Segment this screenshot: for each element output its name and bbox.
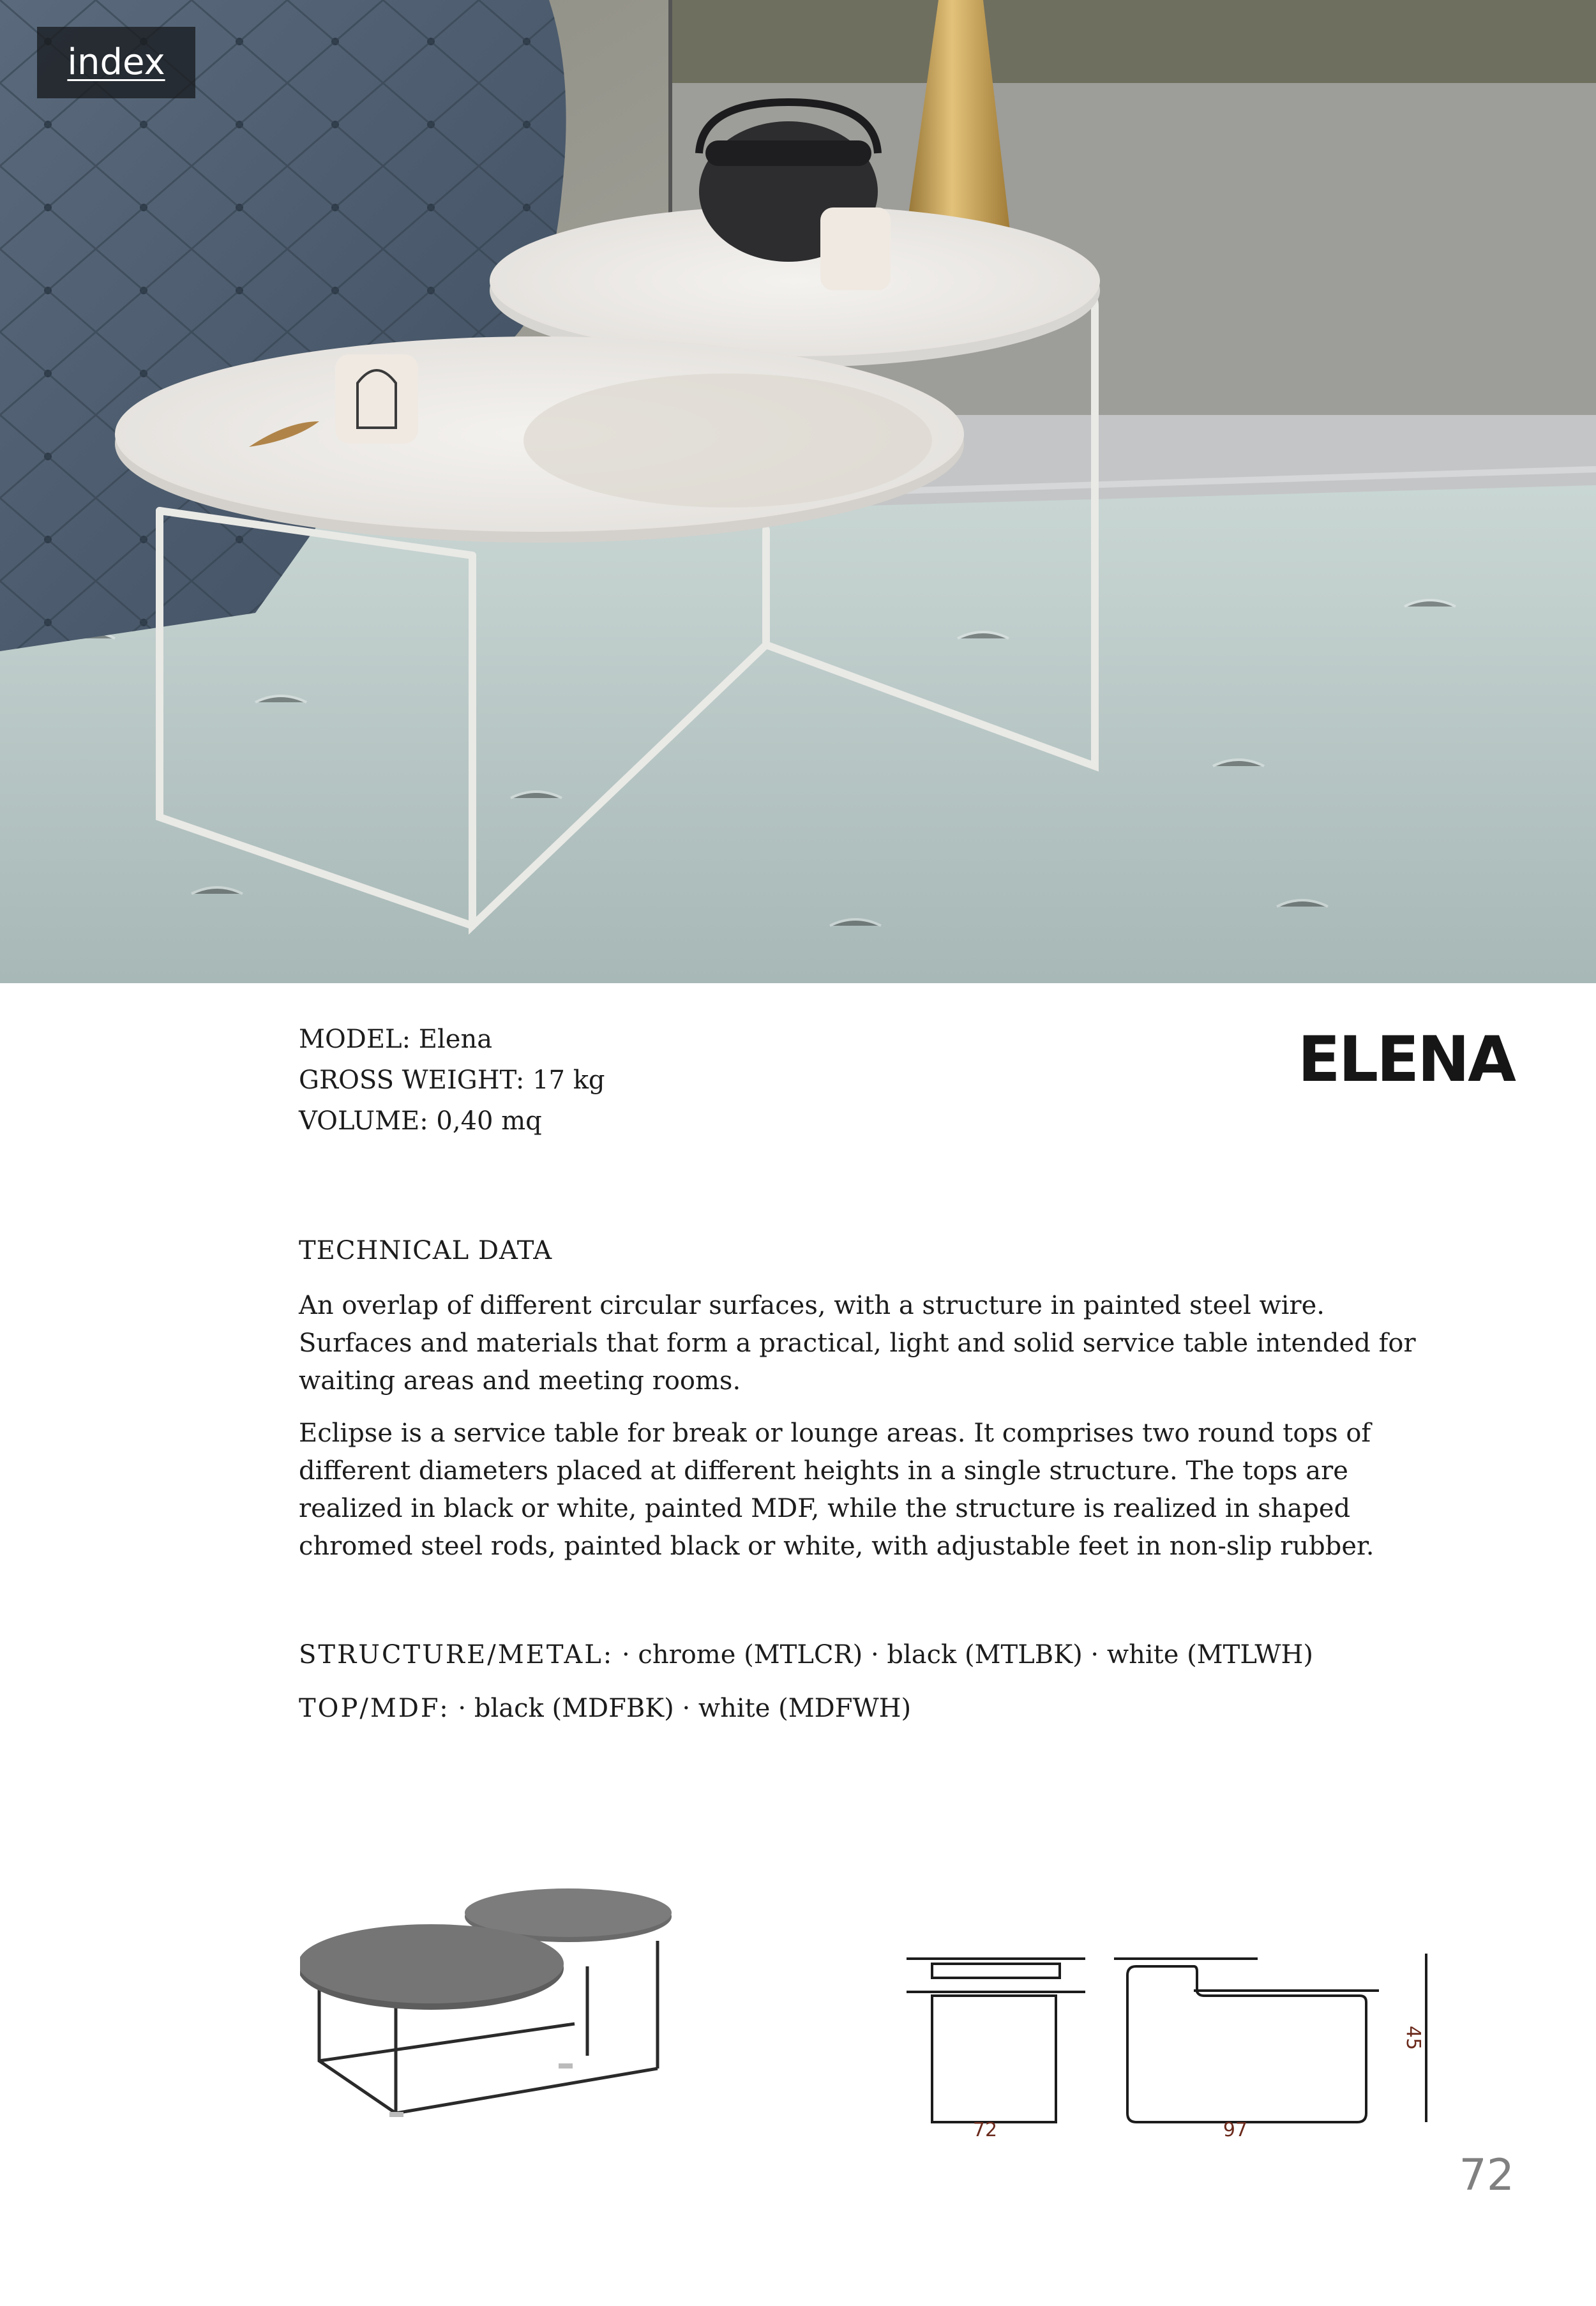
hero-photo	[0, 0, 1596, 983]
index-link[interactable]: index	[37, 27, 195, 98]
width-dimension: 72	[972, 2119, 998, 2141]
volume-spec: VOLUME: 0,40 mq	[299, 1106, 542, 1136]
model-spec: MODEL: Elena	[299, 1025, 493, 1054]
structure-values: · chrome (MTLCR) · black (MTLBK) · white (MTLWH)	[622, 1640, 1314, 1669]
gross-weight-spec: GROSS WEIGHT: 17 kg	[299, 1066, 605, 1095]
top-finish-row	[299, 1691, 1313, 1726]
product-title: ELENA	[1297, 1023, 1514, 1096]
top-label: TOP/MDF:	[299, 1694, 450, 1723]
description-paragraph-1: An overlap of different circular surfaces, with a structure in painted steel wire. Surfaces and materials that form a practical, light and solid service table intended for waiting areas and meeting rooms.	[299, 1291, 1416, 1396]
product-render	[300, 1864, 696, 2122]
height-dimension: 45	[1402, 2025, 1424, 2051]
top-values: · black (MDFBK) · white (MDFWH)	[458, 1694, 912, 1723]
technical-drawing	[894, 1941, 1443, 2148]
technical-description	[299, 1287, 1435, 1580]
technical-heading: TECHNICAL DATA	[299, 1236, 553, 1265]
length-dimension: 97	[1223, 2119, 1248, 2141]
table-photo-illustration	[0, 0, 1596, 983]
structure-label: STRUCTURE/METAL:	[299, 1640, 614, 1669]
description-paragraph-2: Eclipse is a service table for break or lounge areas. It comprises two round tops of different diameters placed at different heights in a single structure. The tops are realized in black or white, painted MDF, while the structure is realized in shaped chromed steel rods, painted black or white, with adjustable feet in non-slip rubber.	[299, 1419, 1374, 1561]
spec-list	[299, 1019, 605, 1142]
structure-finish-row	[299, 1637, 1313, 1673]
dimension-drawing	[894, 1941, 1443, 2145]
finishes-list	[299, 1637, 1313, 1744]
table-render-illustration	[300, 1864, 696, 2120]
page-number: 72	[1459, 2150, 1514, 2201]
